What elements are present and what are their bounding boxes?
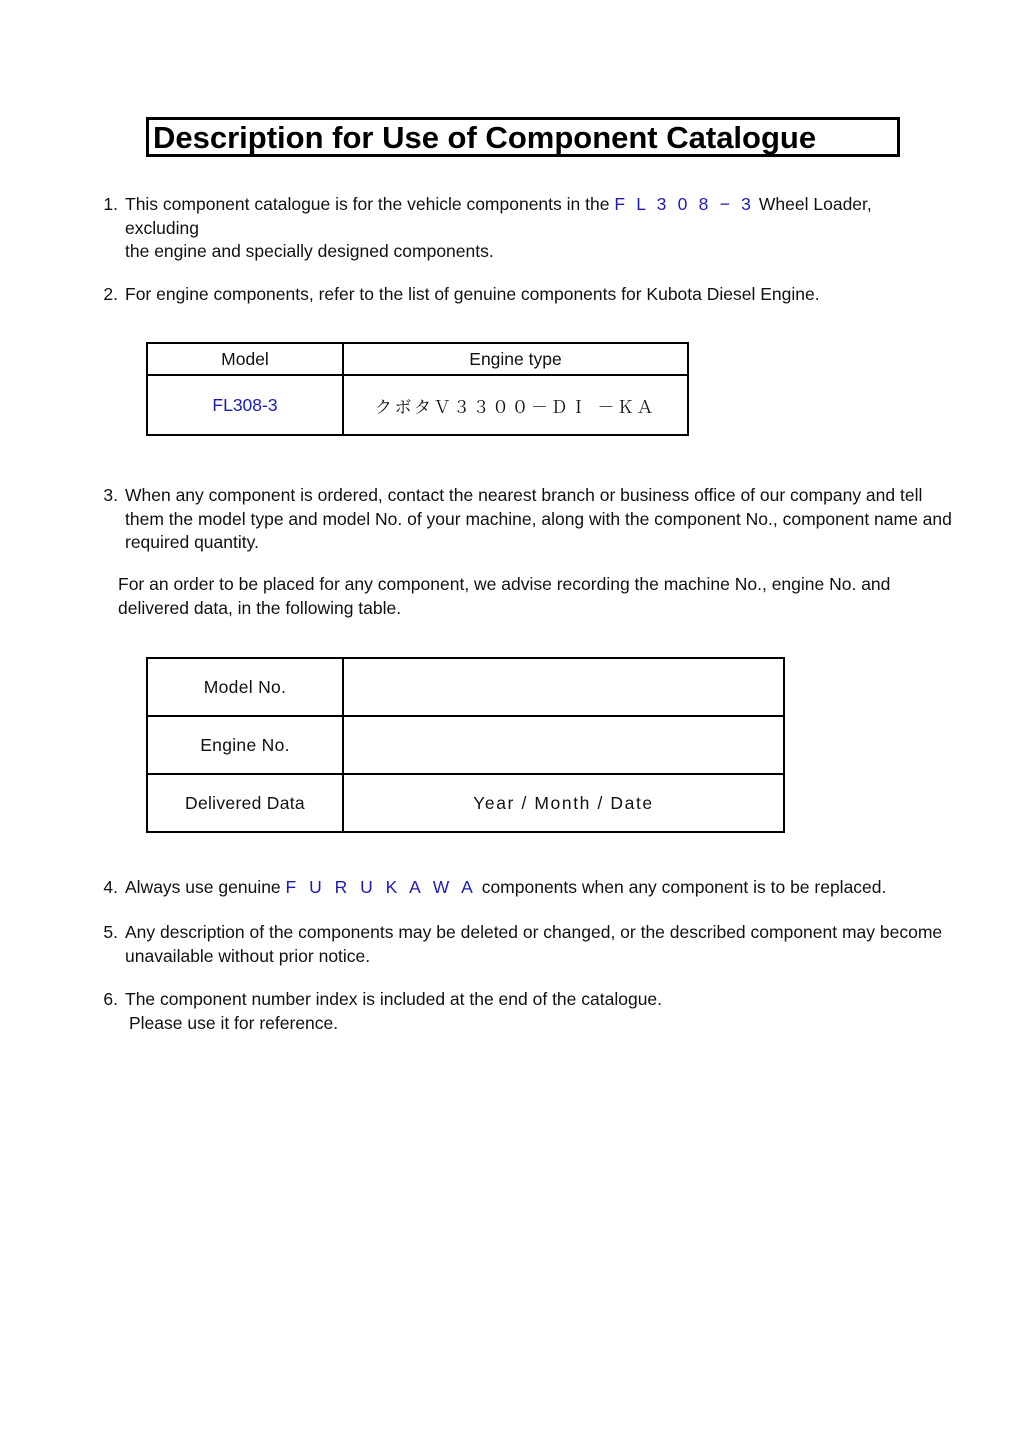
list-item-6 xyxy=(92,988,952,1035)
list-item-5 xyxy=(92,921,952,968)
table-row xyxy=(147,375,688,435)
list-item-1-line2: excluding xyxy=(125,217,199,238)
table-row xyxy=(147,658,784,716)
table-row-header xyxy=(147,343,688,375)
page-title-box xyxy=(146,117,900,157)
engine-table-cell-engine-type xyxy=(343,375,688,435)
list-item-2-text: For engine components, refer to the list of genuine components for Kubota Diesel Engine. xyxy=(125,284,820,304)
engine-table-model-value: FL308-3 xyxy=(212,394,278,415)
engine-table-engine-type-value: クボタＶ３３００－ＤＩ －ＫＡ xyxy=(375,397,656,418)
list-item-3-number: 3. xyxy=(103,485,118,505)
engine-table-header-engine-type: Engine type xyxy=(343,343,688,375)
list-item-1-body xyxy=(125,193,952,264)
list-item-3 xyxy=(92,484,962,555)
record-table-label-delivered-data: Delivered Data xyxy=(147,774,343,832)
engine-type-table xyxy=(146,342,689,436)
machine-record-table xyxy=(146,657,785,833)
list-item-3-text: When any component is ordered, contact the nearest branch or business office of our company and tell them the model type and model No. of your machine, along with the component No., component name and required quantity. xyxy=(125,485,952,552)
list-item-1-text-b: Wheel Loader, xyxy=(758,194,872,214)
list-item-5-text: Any description of the components may be deleted or changed, or the described component may become unavailable without prior notice. xyxy=(125,922,943,966)
record-table-value-model-no[interactable] xyxy=(343,658,784,716)
page-title: Description for Use of Component Catalogue xyxy=(153,119,817,155)
brand-name-blue: F U R U K A W A xyxy=(285,877,477,897)
list-item-6-line2: Please use it for reference. xyxy=(129,1012,339,1033)
engine-table-header-model: Model xyxy=(147,343,343,375)
list-item-4-body xyxy=(125,876,972,900)
list-item-5-number: 5. xyxy=(103,922,118,942)
record-table-value-engine-no[interactable] xyxy=(343,716,784,774)
engine-table-cell-model xyxy=(147,375,343,435)
record-table-label-engine-no: Engine No. xyxy=(147,716,343,774)
table-row xyxy=(147,774,784,832)
list-item-2-number: 2. xyxy=(103,284,118,304)
list-item-6-body xyxy=(125,988,952,1035)
list-item-1-number: 1. xyxy=(103,194,118,214)
list-item-1-text-a: This component catalogue is for the vehicle components in the xyxy=(125,194,610,214)
list-item-3-paragraph-2: For an order to be placed for any component, we advise recording the machine No., engine No. and delivered data, in the following table. xyxy=(118,574,891,618)
record-table-value-delivered-data[interactable]: Year / Month / Date xyxy=(343,774,784,832)
list-item-4 xyxy=(92,876,972,900)
record-table-label-model-no: Model No. xyxy=(147,658,343,716)
list-item-6-number: 6. xyxy=(103,989,118,1009)
model-code-blue: F L 3 0 8 − 3 xyxy=(614,194,755,214)
list-item-1 xyxy=(92,193,952,264)
list-item-1-line3: the engine and specially designed components. xyxy=(125,241,494,261)
list-item-2 xyxy=(92,283,952,307)
table-row xyxy=(147,716,784,774)
list-item-4-text-b: components when any component is to be replaced. xyxy=(481,877,887,897)
list-item-6-line1: The component number index is included at the end of the catalogue. xyxy=(125,989,663,1009)
list-item-4-number: 4. xyxy=(103,877,118,897)
list-item-4-text-a: Always use genuine xyxy=(125,877,281,897)
